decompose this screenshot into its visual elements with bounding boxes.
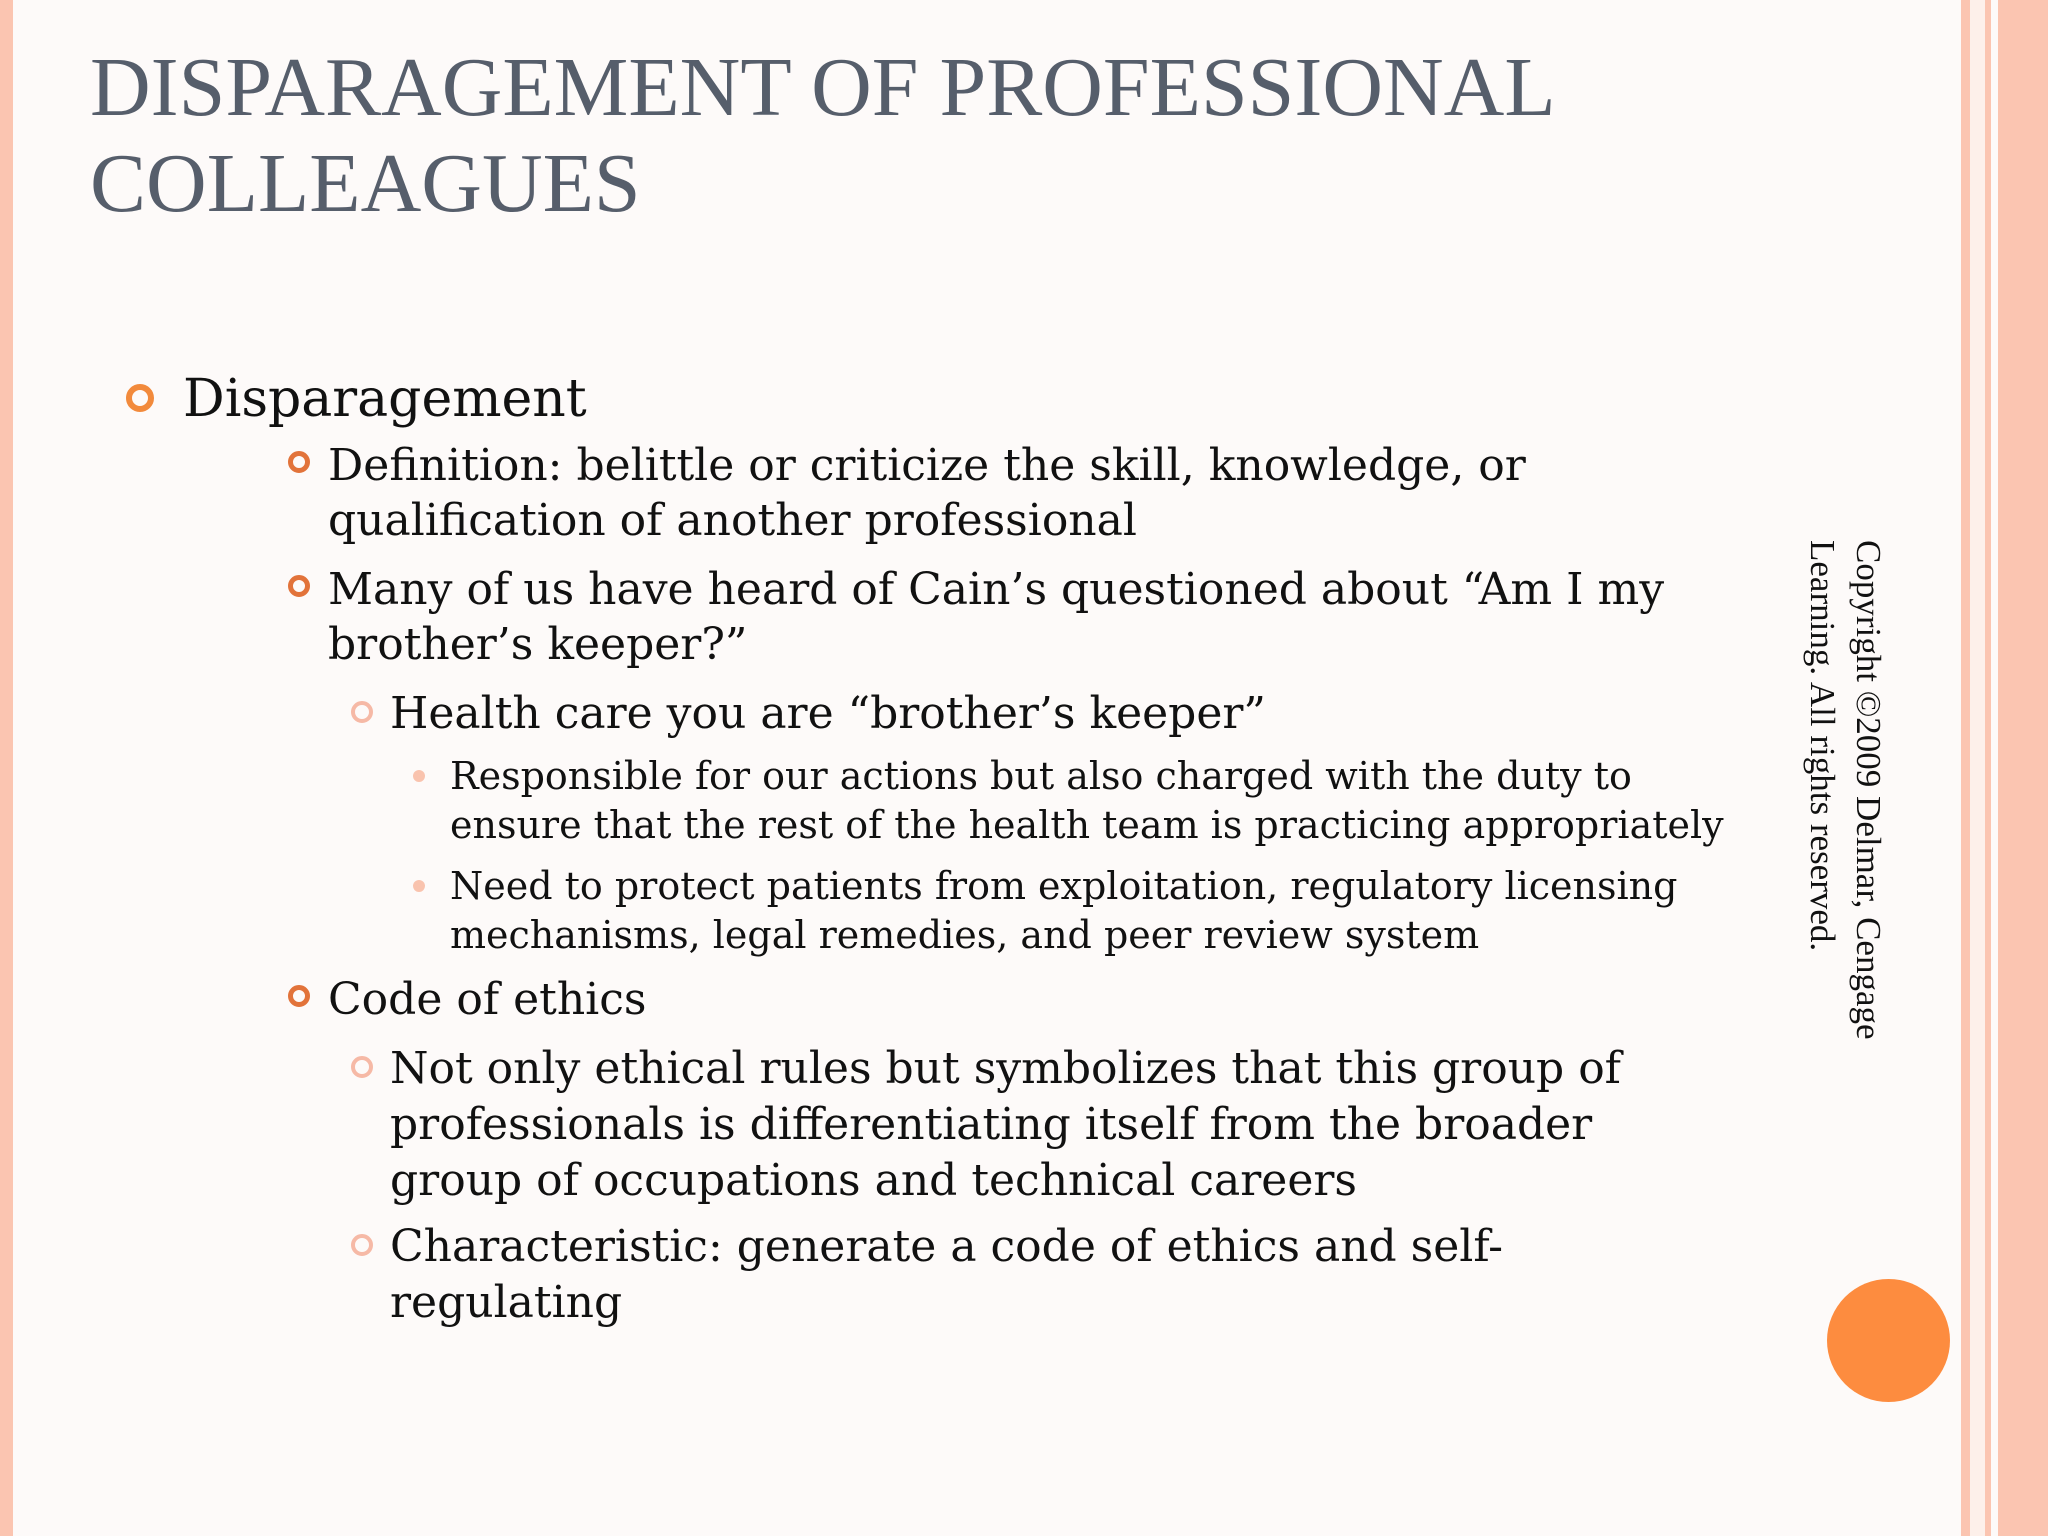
slide-title: DISPARAGEMENT OF PROFESSIONAL COLLEAGUES (90, 41, 1553, 230)
bullet-dot-icon (413, 880, 425, 892)
bullet-text: Code of ethics (328, 974, 647, 1025)
bullet-text: Disparagement (183, 369, 587, 429)
bullet-ring-icon (351, 1056, 373, 1078)
bullet-text: Characteristic: generate a code of ethics and self-regulating (390, 1221, 1503, 1328)
bullet-protect-patients (450, 862, 1740, 960)
bullet-characteristic (390, 1219, 1730, 1331)
bullet-ring-icon (351, 701, 373, 723)
right-border-stripe-thin (1985, 0, 1991, 1536)
bullet-ring-icon (126, 384, 154, 412)
bullet-cain-question (328, 562, 1728, 672)
bullet-ring-icon (351, 1234, 373, 1256)
bullet-ring-icon (288, 451, 310, 473)
bullet-ring-icon (288, 575, 310, 597)
right-border-gap (1970, 0, 1985, 1536)
bullet-list (0, 368, 1760, 1341)
bullet-code-of-ethics (328, 972, 1728, 1027)
bullet-text: Not only ethical rules but symbolizes that this group of professionals is differentiating itself from the broader group of occupations and technical careers (390, 1043, 1621, 1206)
right-border-stripe (1961, 0, 1970, 1536)
copyright-notice: Copyright ©2009 Delmar, Cengage Learning. All rights reserved. (1803, 540, 1888, 1040)
bullet-brothers-keeper (390, 686, 1730, 742)
bullet-not-only-rules (390, 1041, 1730, 1209)
bullet-text: Responsible for our actions but also charged with the duty to ensure that the rest of the health team is practicing appropriately (450, 754, 1724, 847)
bullet-text: Health care you are “brother’s keeper” (390, 688, 1266, 739)
bullet-disparagement (183, 368, 1760, 430)
bullet-responsible (450, 752, 1740, 850)
bullet-text: Many of us have heard of Cain’s questioned about “Am I my brother’s keeper?” (328, 564, 1665, 670)
decorative-orange-circle (1827, 1279, 1950, 1402)
bullet-text: Need to protect patients from exploitation, regulatory licensing mechanisms, legal remedies, and peer review system (450, 864, 1678, 957)
bullet-ring-icon (288, 985, 310, 1007)
right-border-band (1998, 0, 2048, 1536)
bullet-text: Definition: belittle or criticize the skill, knowledge, or qualification of another professional (328, 440, 1526, 546)
bullet-dot-icon (413, 770, 425, 782)
bullet-definition (328, 438, 1728, 548)
